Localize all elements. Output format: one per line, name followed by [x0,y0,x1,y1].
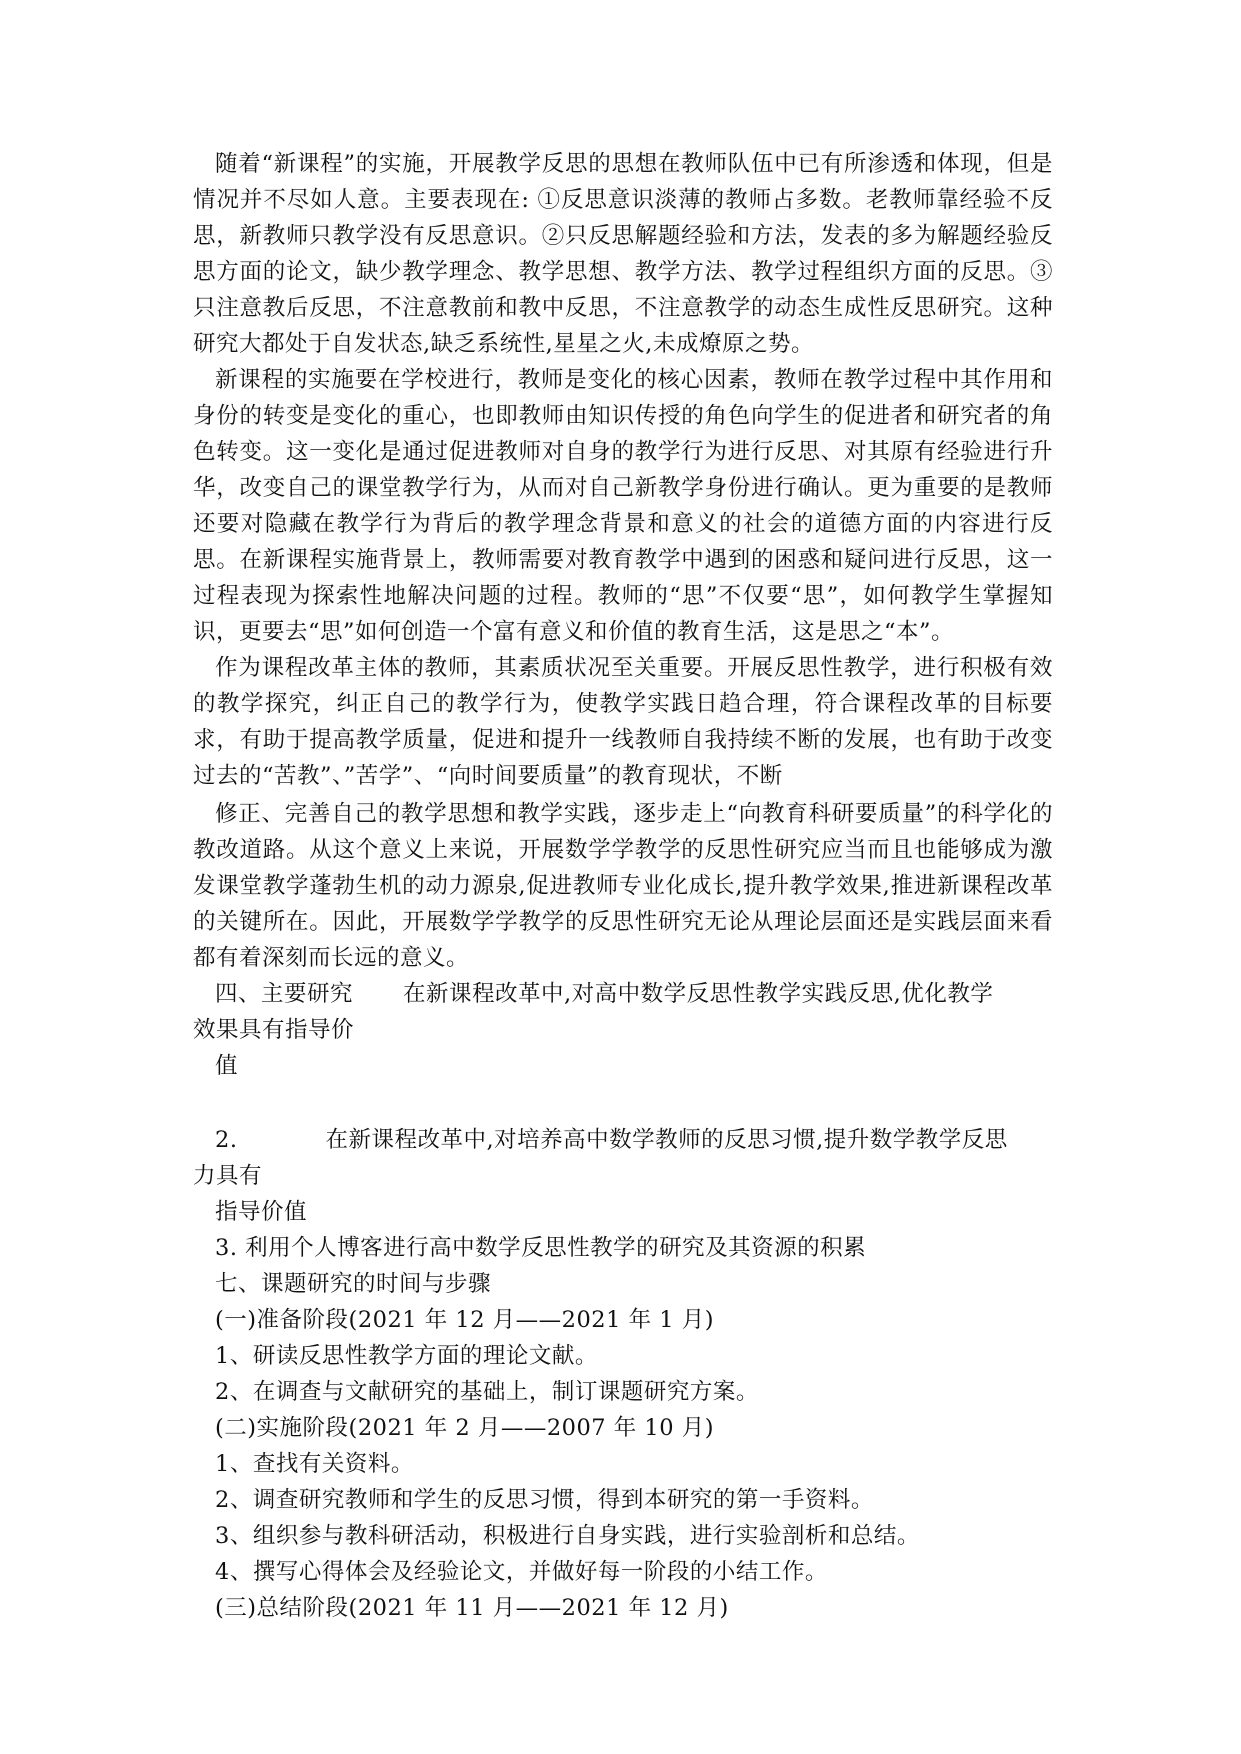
schedule-step: 1、查找有关资料。 [215,1451,414,1477]
schedule-step: 4、撰写心得体会及经验论文，并做好每一阶段的小结工作。 [215,1559,828,1585]
background-section [193,146,1053,794]
research-item-3: 3. 利用个人博客进行高中数学反思性教学的研究及其资源的积累 [215,1235,867,1261]
schedule-phase-preparation: (一)准备阶段(2021 年 12 月——2021 年 1 月) [215,1307,714,1333]
research-item-1-continuation: 效果具有指导价 [193,1017,355,1043]
research-item-2-tail: 指导价值 [215,1199,308,1225]
schedule-step: 2、调查研究教师和学生的反思习惯，得到本研究的第一手资料。 [215,1487,874,1513]
schedule-step: 1、研读反思性教学方面的理论文献。 [215,1343,598,1369]
paragraph-teacher-role: 新课程的实施要在学校进行，教师是变化的核心因素，教师在教学过程中其作用和身份的转变是变化的重心，也即教师由知识传授的角色向学生的促进者和研究者的角色转变。这一变化是通过促进教师对自身的教学行为进行反思、对其原有经验进行升华，改变自己的课堂教学行为，从而对自己新教学身份进行确认。更为重要的是教师还要对隐藏在教学行为背后的教学理念背景和意义的社会的道德方面的内容进行反思。在新课程实施背景上，教师需要对教育教学中遇到的困惑和疑问进行反思，这一过程表现为探索性地解决问题的过程。教师的“思”不仅要“思”，如何教学生掌握知识，更要去“思”如何创造一个富有意义和价值的教育生活，这是思之“本”。 [193,367,1053,645]
schedule-phase-summary: (三)总结阶段(2021 年 11 月——2021 年 12 月) [215,1595,729,1621]
research-item-1-tail: 值 [215,1053,239,1079]
research-heading: 四、主要研究 [215,981,354,1007]
significance-continued-section [193,796,1053,1084]
research-item-1 [193,976,1053,1084]
research-item-2-continuation: 力具有 [193,1163,263,1189]
research-item-2 [193,1122,1053,1230]
research-item-2-text: 在新课程改革中,对培养高中数学教师的反思习惯,提升数学教学反思 [325,1127,1008,1153]
research-item-2-number: 2. [215,1127,238,1153]
research-item-1-text: 在新课程改革中,对高中数学反思性教学实践反思,优化教学 [403,981,994,1007]
paragraph-reform-significance: 作为课程改革主体的教师，其素质状况至关重要。开展反思性教学，进行积极有效的教学探究，纠正自己的教学行为，使教学实践日趋合理，符合课程改革的目标要求，有助于提高教学质量，促进和提升一线教师自我持续不断的发展，也有助于改变过去的“苦教”、”苦学”、“向时间要质量”的教育现状，不断 [193,655,1053,789]
research-and-schedule-section [193,1122,1053,1626]
schedule-step: 2、在调查与文献研究的基础上，制订课题研究方案。 [215,1379,759,1405]
schedule-step: 3、组织参与教科研活动，积极进行自身实践，进行实验剖析和总结。 [215,1523,920,1549]
schedule-heading: 七、课题研究的时间与步骤 [215,1271,492,1297]
schedule-phase-implementation: (二)实施阶段(2021 年 2 月——2007 年 10 月) [215,1415,714,1441]
paragraph-continued: 修正、完善自己的教学思想和教学实践，逐步走上“向教育科研要质量”的科学化的教改道路。从这个意义上来说，开展数学学教学的反思性研究应当而且也能够成为激发课堂教学蓬勃生机的动力源泉,促进教师专业化成长,提升教学效果,推进新课程改革的关键所在。因此，开展数学学教学的反思性研究无论从理论层面还是实践层面来看都有着深刻而长远的意义。 [193,801,1053,971]
paragraph-status-quo: 随着“新课程”的实施，开展教学反思的思想在教师队伍中已有所渗透和体现，但是情况并不尽如人意。主要表现在: ①反思意识淡薄的教师占多数。老教师靠经验不反思，新教师只教学没有反思意识。②只反思解题经验和方法，发表的多为解题经验反思方面的论文，缺少教学理念、教学思想、教学方法、教学过程组织方面的反思。③只注意教后反思，不注意教前和教中反思，不注意教学的动态生成性反思研究。这种研究大都处于自发状态,缺乏系统性,星星之火,未成燎原之势。 [193,151,1053,357]
